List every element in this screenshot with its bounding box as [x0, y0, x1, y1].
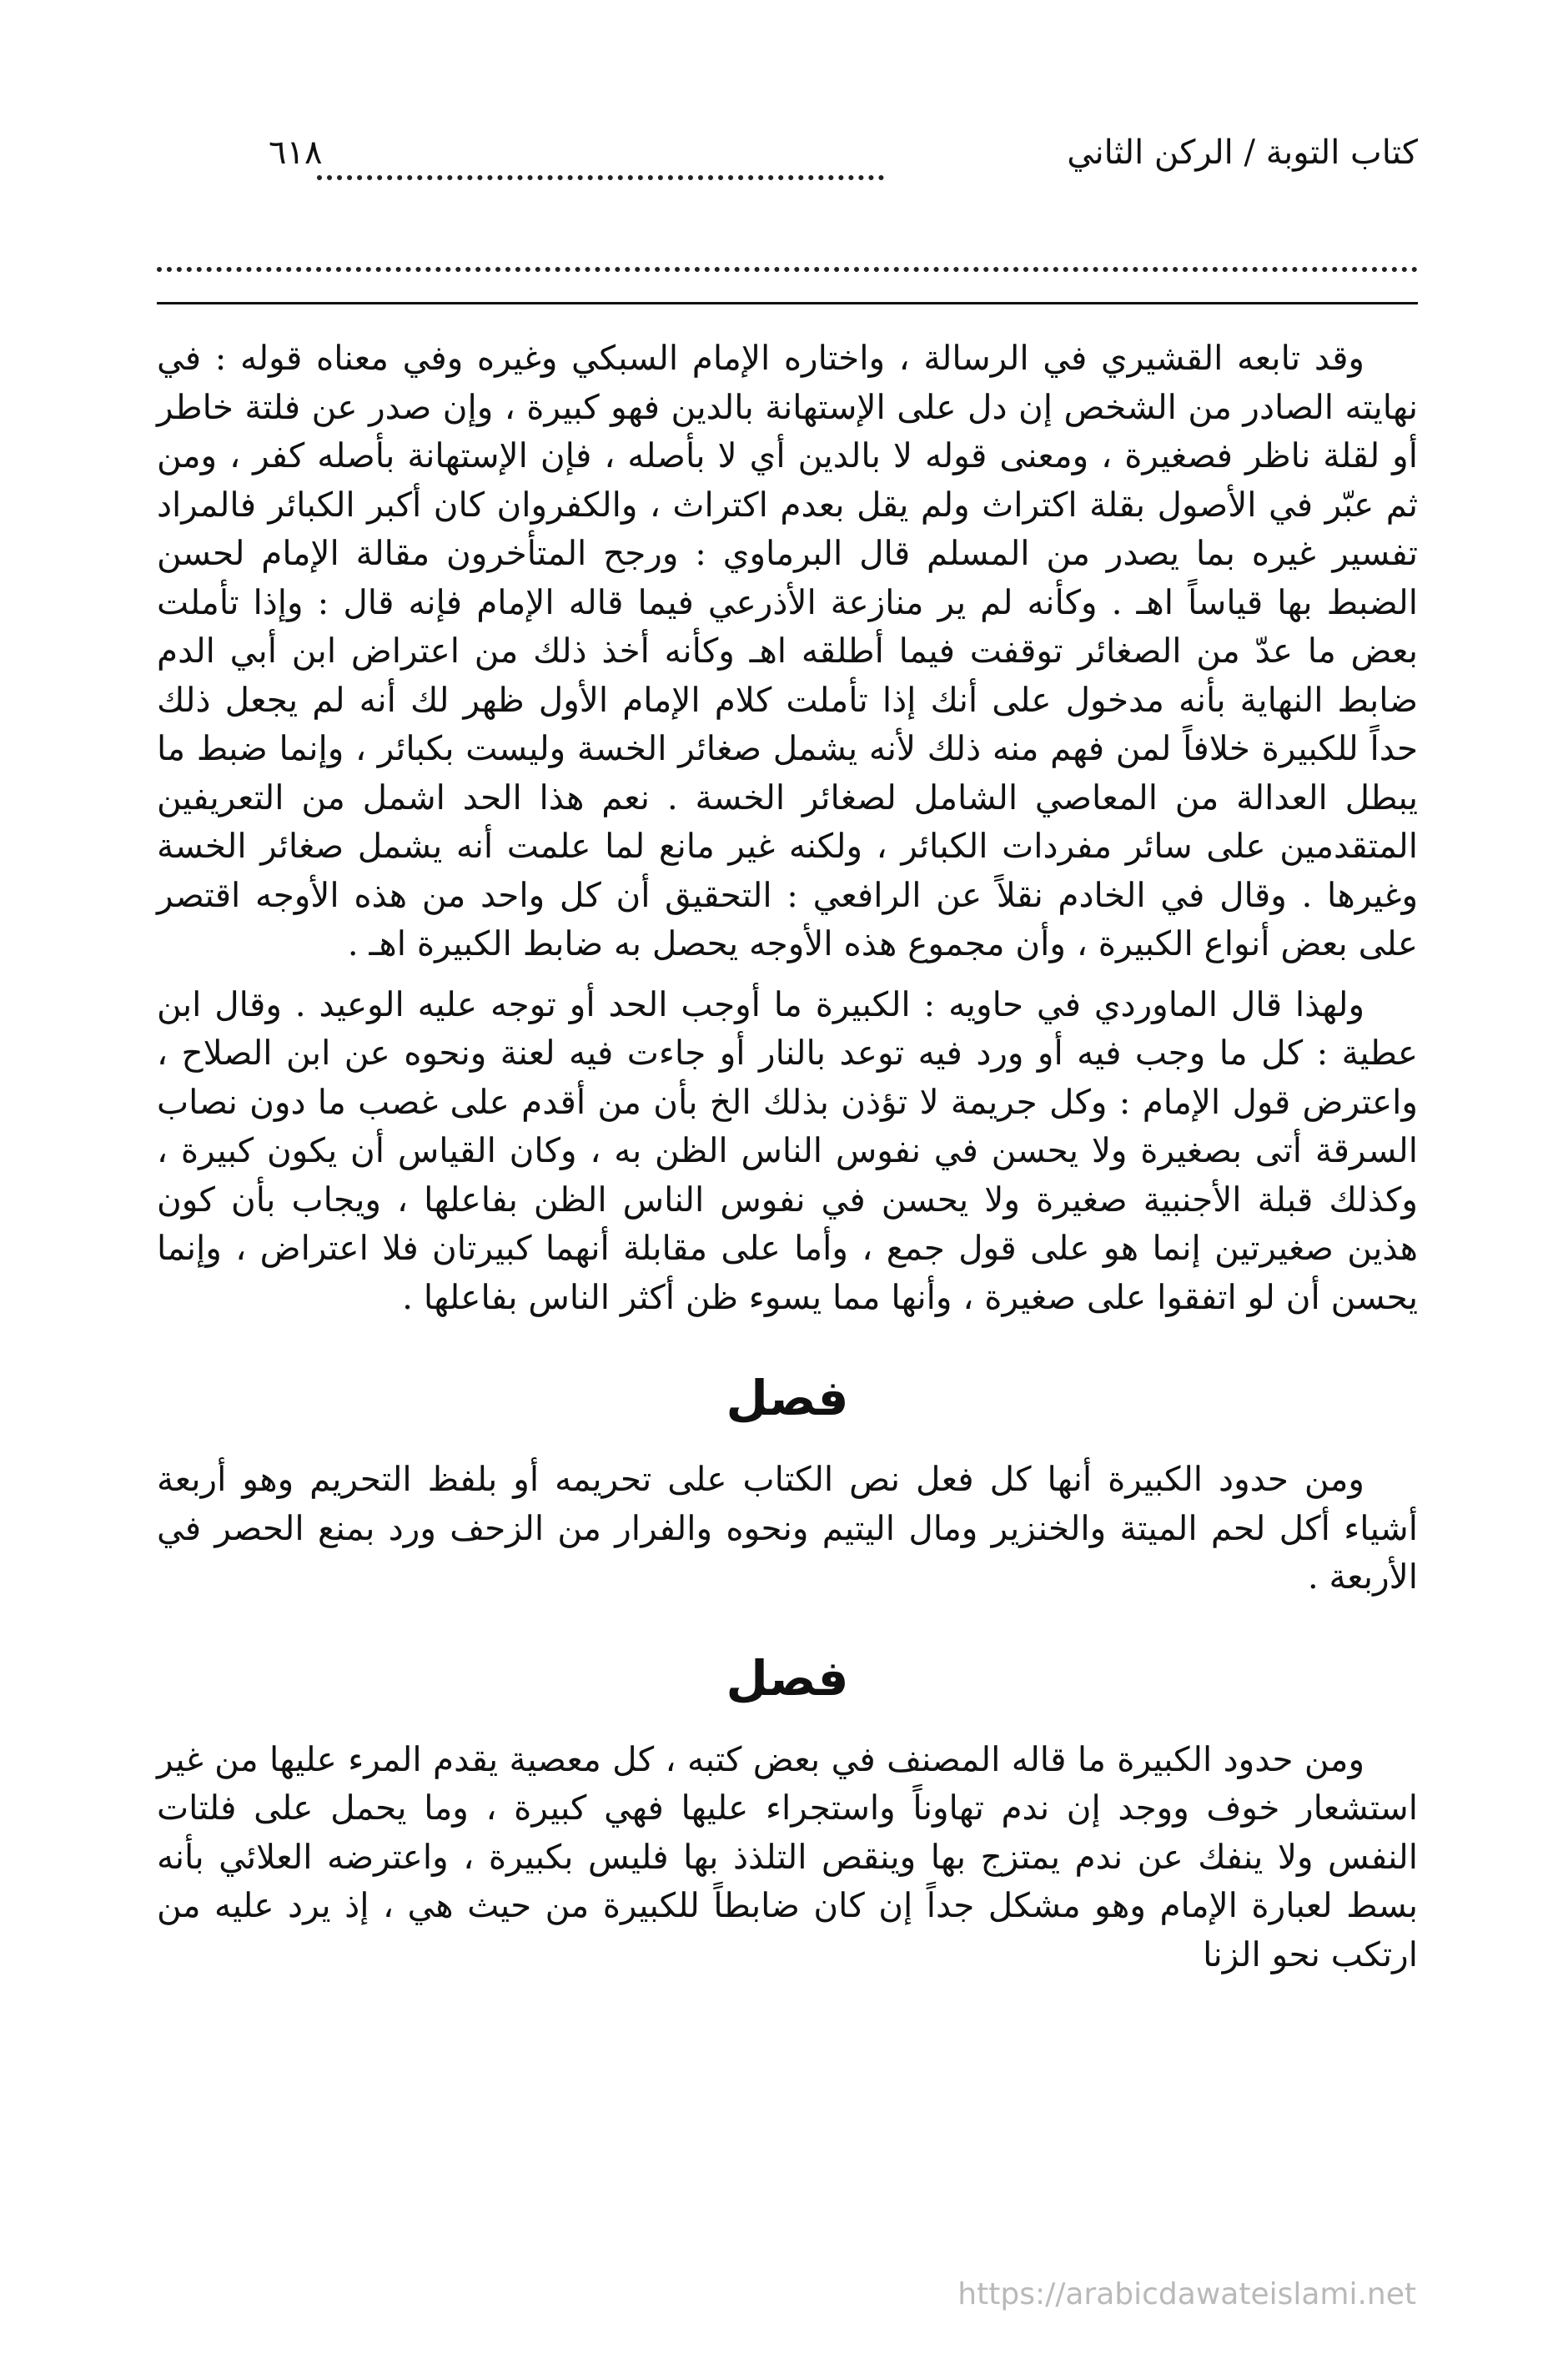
paragraph-3: ومن حدود الكبيرة أنها كل فعل نص الكتاب على تحريمه أو بلفظ التحريم وهو أربعة أشياء أكل لحم الميتة والخنزير ومال اليتيم ونحوه والفرار من الزحف ورد بمنع الحصر في الأربعة . — [157, 1459, 1418, 1597]
page-number: ٦١٨ — [269, 133, 323, 172]
paragraph-4: ومن حدود الكبيرة ما قاله المصنف في بعض كتبه ، كل معصية يقدم المرء عليها من غير استشعار خوف ووجد إن ندم تهاوناً واستجراء عليها فهي كبيرة ، وما يحمل على فلتات النفس ولا ينفك عن ندم يمتزج بها وينقص التلذذ بها فليس بكبيرة ، واعترضه العلائي بأنه بسط لعبارة الإمام وهو مشكل جداً إن كان ضابطاً للكبيرة من حيث هي ، إذ يرد عليه من ارتكب نحو الزنا — [157, 1738, 1418, 1974]
header-title: كتاب التوبة / الركن الثاني — [1067, 133, 1418, 172]
header-dotted-leader — [317, 175, 884, 180]
horizontal-rule — [157, 302, 1418, 304]
paragraph-2: ولهذا قال الماوردي في حاويه : الكبيرة ما أوجب الحد أو توجه عليه الوعيد . وقال ابن عطية : كل ما وجب فيه أو ورد فيه توعد بالنار أو جاءت فيه لعنة ونحوه عن ابن الصلاح ، واعترض قول الإمام : وكل جريمة لا تؤذن بذلك الخ بأن من أقدم على غصب ما دون نصاب السرقة أتى بصغيرة ولا يحسن في نفوس الناس الظن به ، وكان القياس أن يكون كبيرة ، وكذلك قبلة الأجنبية صغيرة ولا يحسن في نفوس الناس الظن بفاعلها ، ويجاب بأن كون هذين صغيرتين إنما هو على قول جمع ، وأما على مقابلة أنهما كبيرتان فلا اعتراض ، وإنما يحسن أن لو اتفقوا على صغيرة ، وأنها مما يسوء ظن أكثر الناس بفاعلها . — [157, 983, 1418, 1317]
dotted-separator — [157, 267, 1418, 272]
paragraph-1: وقد تابعه القشيري في الرسالة ، واختاره الإمام السبكي وغيره وفي معناه قوله : في نهايته الصادر من الشخص إن دل على الإستهانة بالدين فهو كبيرة ، وإن صدر عن فلتة خاطر أو لقلة ناظر فصغيرة ، ومعنى قوله لا بالدين أي لا بأصله ، فإن الإستهانة بأصله كفر ، ومن ثم عبّر في الأصول بقلة اكتراث ولم يقل بعدم اكتراث ، والكفروان كان أكبر الكبائر فالمراد تفسير غيره بما يصدر من المسلم قال البرماوي : ورجح المتأخرون مقالة الإمام لحسن الضبط بها قياساً اهـ . وكأنه لم ير منازعة الأذرعي فيما قاله الإمام فإنه قال : وإذا تأملت بعض ما عدّ من الصغائر توقفت فيما أطلقه اهـ وكأنه أخذ ذلك من اعتراض ابن أبي الدم ضابط النهاية بأنه مدخول على أنك إذا تأملت كلام الإمام الأول ظهر لك أنه لم يجعل ذلك حداً للكبيرة خلافاً لمن فهم منه ذلك لأنه يشمل صغائر الخسة وليست بكبائر ، وإنما ضبط ما يبطل العدالة من المعاصي الشامل لصغائر الخسة . نعم هذا الحد اشمل من التعريفين المتقدمين على سائر مفردات الكبائر ، ولكنه غير مانع لما علمت أنه يشمل صغائر الخسة وغيرها . وقال في الخادم نقلاً عن الرافعي : التحقيق أن كل واحد من هذه الأوجه اقتصر على بعض أنواع الكبيرة ، وأن مجموع هذه الأوجه يحصل به ضابط الكبيرة اهـ . — [157, 338, 1418, 963]
page-body — [157, 334, 1418, 1990]
watermark-url: https://arabicdawateislami.net — [957, 2277, 1416, 2311]
section-heading-2: فصل — [726, 1649, 849, 1707]
section-heading-1: فصل — [726, 1370, 849, 1426]
